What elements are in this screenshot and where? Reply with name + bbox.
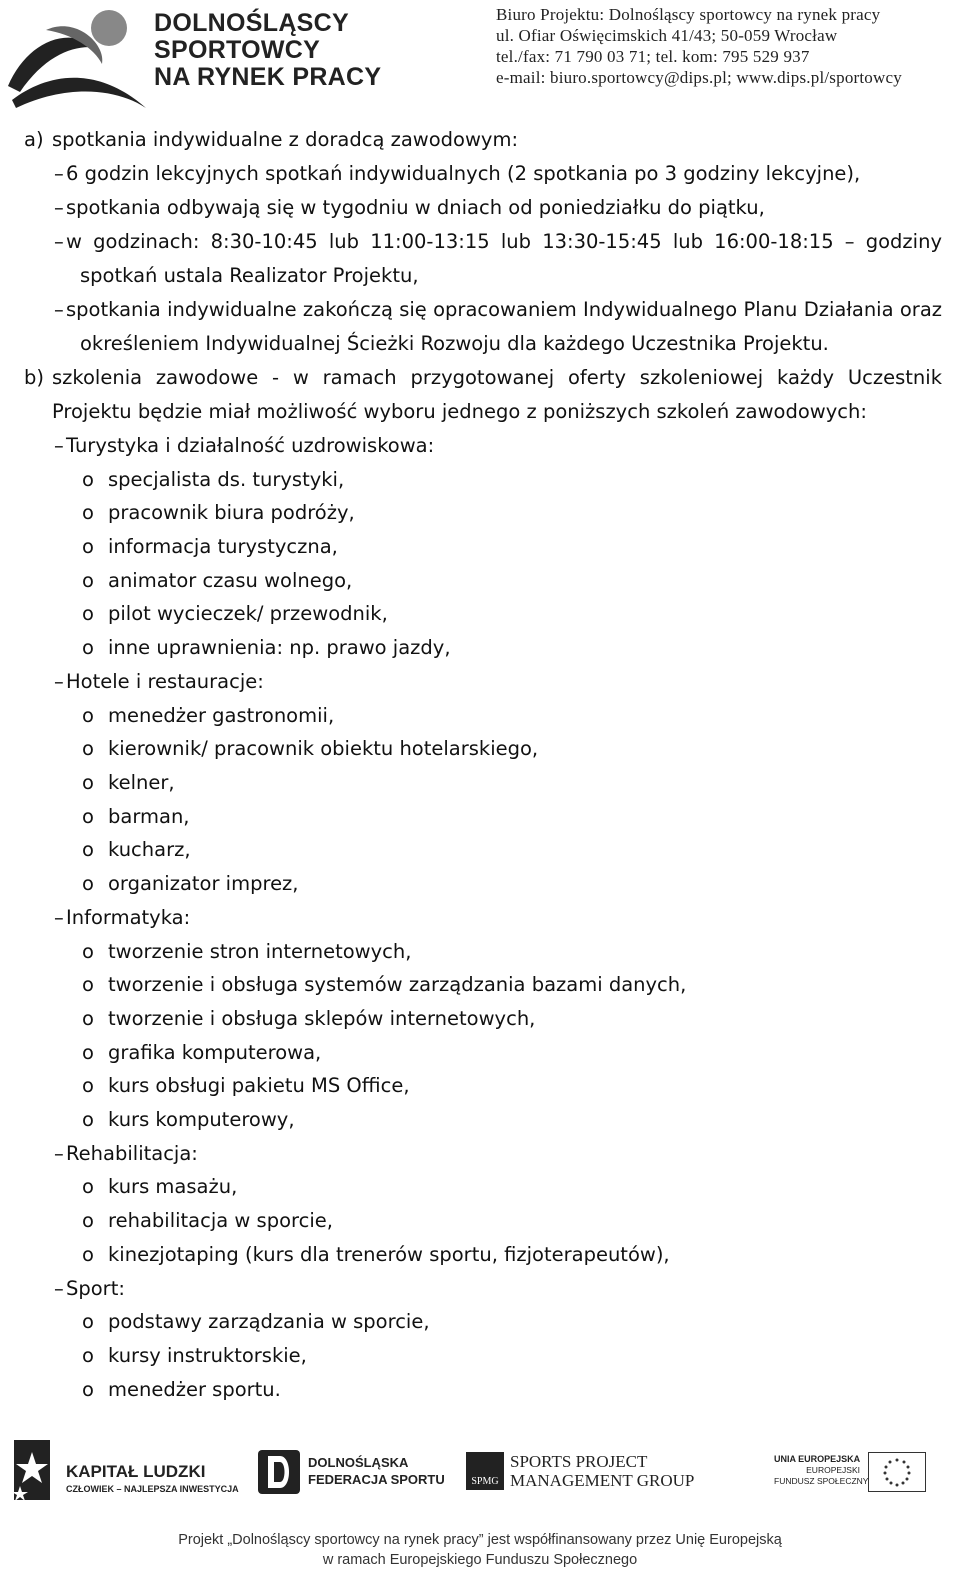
bullet-marker: o [82,771,94,794]
bullet-marker: o [82,838,94,861]
bullet-marker: o [82,1074,94,1097]
dash-marker: – [54,670,64,693]
training-option: barman, [108,805,190,828]
stars-emblem-icon [10,1440,56,1506]
section-a-item: 6 godzin lekcyjnych spotkań indywidualnych (2 spotkania po 3 godziny lekcyjne), [66,162,861,185]
dolnoslaska-federacja-sportu-logo [258,1448,445,1498]
runner-swoosh-icon [6,4,156,116]
spmg-line-1: SPORTS PROJECT [510,1452,648,1471]
dash-marker: – [54,434,64,457]
office-email: e-mail: biuro.sportowcy@dips.pl; www.dips.pl/sportowcy [496,68,902,87]
training-option: kurs obsługi pakietu MS Office, [108,1074,410,1097]
section-a-item: spotkania odbywają się w tygodniu w dniach od poniedziałku do piątku, [66,196,765,219]
office-address: ul. Ofiar Oświęcimskich 41/43; 50-059 Wrocław [496,26,838,45]
training-option: kursy instruktorskie, [108,1344,307,1367]
section-b-marker: b) [24,366,44,389]
kapital-ludzki-subtitle: CZŁOWIEK – NAJLEPSZA INWESTYCJA [66,1484,239,1494]
bullet-marker: o [82,1209,94,1232]
training-option: kinezjotaping (kurs dla trenerów sportu, fizjoterapeutów), [108,1243,670,1266]
logo-line-1: DOLNOŚLĄSCY [154,9,349,37]
training-option: tworzenie i obsługa sklepów internetowych, [108,1007,536,1030]
bullet-marker: o [82,704,94,727]
bullet-marker: o [82,940,94,963]
office-name: Biuro Projektu: Dolnośląscy sportowcy na rynek pracy [496,5,881,24]
section-b-intro-line-2: Projektu będzie miał możliwość wyboru jednego z poniższych szkoleń zawodowych: [52,400,867,423]
bullet-marker: o [82,1041,94,1064]
training-option: podstawy zarządzania w sporcie, [108,1310,430,1333]
section-b-intro-line-1: szkolenia zawodowe - w ramach przygotowanej oferty szkoleniowej każdy Uczestnik [52,366,942,389]
training-category-title: Sport: [66,1277,125,1300]
training-option: grafika komputerowa, [108,1041,322,1064]
spmg-line-2: MANAGEMENT GROUP [510,1471,695,1490]
dash-marker: – [54,906,64,929]
bullet-marker: o [82,535,94,558]
section-a-item: spotkania indywidualne zakończą się opracowaniem Indywidualnego Planu Działania oraz [66,298,942,321]
eu-flag-icon [868,1452,926,1492]
bullet-marker: o [82,805,94,828]
office-phone: tel./fax: 71 790 03 71; tel. kom: 795 529 937 [496,47,810,66]
training-option: kelner, [108,771,175,794]
training-option: menedżer gastronomii, [108,704,335,727]
bullet-marker: o [82,602,94,625]
training-category-title: Hotele i restauracje: [66,670,264,693]
training-option: animator czasu wolnego, [108,569,353,592]
funding-statement [0,1530,960,1570]
funding-line-2: w ramach Europejskiego Funduszu Społecznego [322,1552,638,1568]
section-a-title: spotkania indywidualne z doradcą zawodowym: [52,128,519,151]
spmg-badge: SPMG [466,1452,504,1490]
section-a-marker: a) [24,128,44,151]
project-office-contact [496,4,914,88]
bullet-marker: o [82,636,94,659]
section-a-item-continuation: spotkań ustala Realizator Projektu, [80,264,419,287]
dash-marker: – [54,162,64,185]
bullet-marker: o [82,1378,94,1401]
bullet-marker: o [82,872,94,895]
dash-marker: – [54,298,64,321]
bullet-marker: o [82,1243,94,1266]
training-option: organizator imprez, [108,872,299,895]
funding-line-1: Projekt „Dolnośląscy sportowcy na rynek pracy” jest współfinansowany przez Unię Europejską [178,1532,782,1548]
page-header [0,0,960,120]
training-option: kurs komputerowy, [108,1108,295,1131]
training-option: informacja turystyczna, [108,535,338,558]
bullet-marker: o [82,973,94,996]
training-option: rehabilitacja w sporcie, [108,1209,333,1232]
logo-line-2: SPORTOWCY [154,36,321,64]
section-a-item-continuation: określeniem Indywidualnej Ścieżki Rozwoju dla każdego Uczestnika Projektu. [80,332,829,355]
kapital-ludzki-title: KAPITAŁ LUDZKI [66,1462,206,1481]
dash-marker: – [54,196,64,219]
bullet-marker: o [82,501,94,524]
sports-project-management-group-logo [466,1450,706,1494]
bullet-marker: o [82,1108,94,1131]
bullet-marker: o [82,1175,94,1198]
training-option: kucharz, [108,838,191,861]
bullet-marker: o [82,468,94,491]
unia-europejska-logo [774,1450,934,1498]
training-option: inne uprawnienia: np. prawo jazdy, [108,636,451,659]
training-option: pracownik biura podróży, [108,501,355,524]
training-category-title: Informatyka: [66,906,191,929]
eu-line-1: UNIA EUROPEJSKA [774,1454,861,1464]
dolnoslascy-sportowcy-logo [6,4,382,116]
bullet-marker: o [82,1310,94,1333]
dash-marker: – [54,1277,64,1300]
kapital-ludzki-logo [10,1440,239,1506]
training-option: menedżer sportu. [108,1378,281,1401]
training-option: kurs masażu, [108,1175,238,1198]
eu-line-3: FUNDUSZ SPOŁECZNY [774,1476,869,1486]
training-option: pilot wycieczek/ przewodnik, [108,602,388,625]
training-option: kierownik/ pracownik obiektu hotelarskiego, [108,737,539,760]
eu-line-2: EUROPEJSKI [806,1465,860,1475]
bullet-marker: o [82,1344,94,1367]
bullet-marker: o [82,737,94,760]
section-a-item: w godzinach: 8:30-10:45 lub 11:00-13:15 lub 13:30-15:45 lub 16:00-18:15 – godziny [66,230,942,253]
training-category-title: Turystyka i działalność uzdrowiskowa: [66,434,435,457]
logo-line-3: NA RYNEK PRACY [154,63,382,91]
dfs-line-2: FEDERACJA SPORTU [308,1472,445,1487]
dfs-emblem-icon [258,1450,300,1494]
bullet-marker: o [82,1007,94,1030]
dash-marker: – [54,230,64,253]
dash-marker: – [54,1142,64,1165]
training-option: tworzenie stron internetowych, [108,940,412,963]
training-category-title: Rehabilitacja: [66,1142,198,1165]
training-option: tworzenie i obsługa systemów zarządzania bazami danych, [108,973,687,996]
training-option: specjalista ds. turystyki, [108,468,345,491]
bullet-marker: o [82,569,94,592]
dfs-line-1: DOLNOŚLĄSKA [308,1455,409,1470]
